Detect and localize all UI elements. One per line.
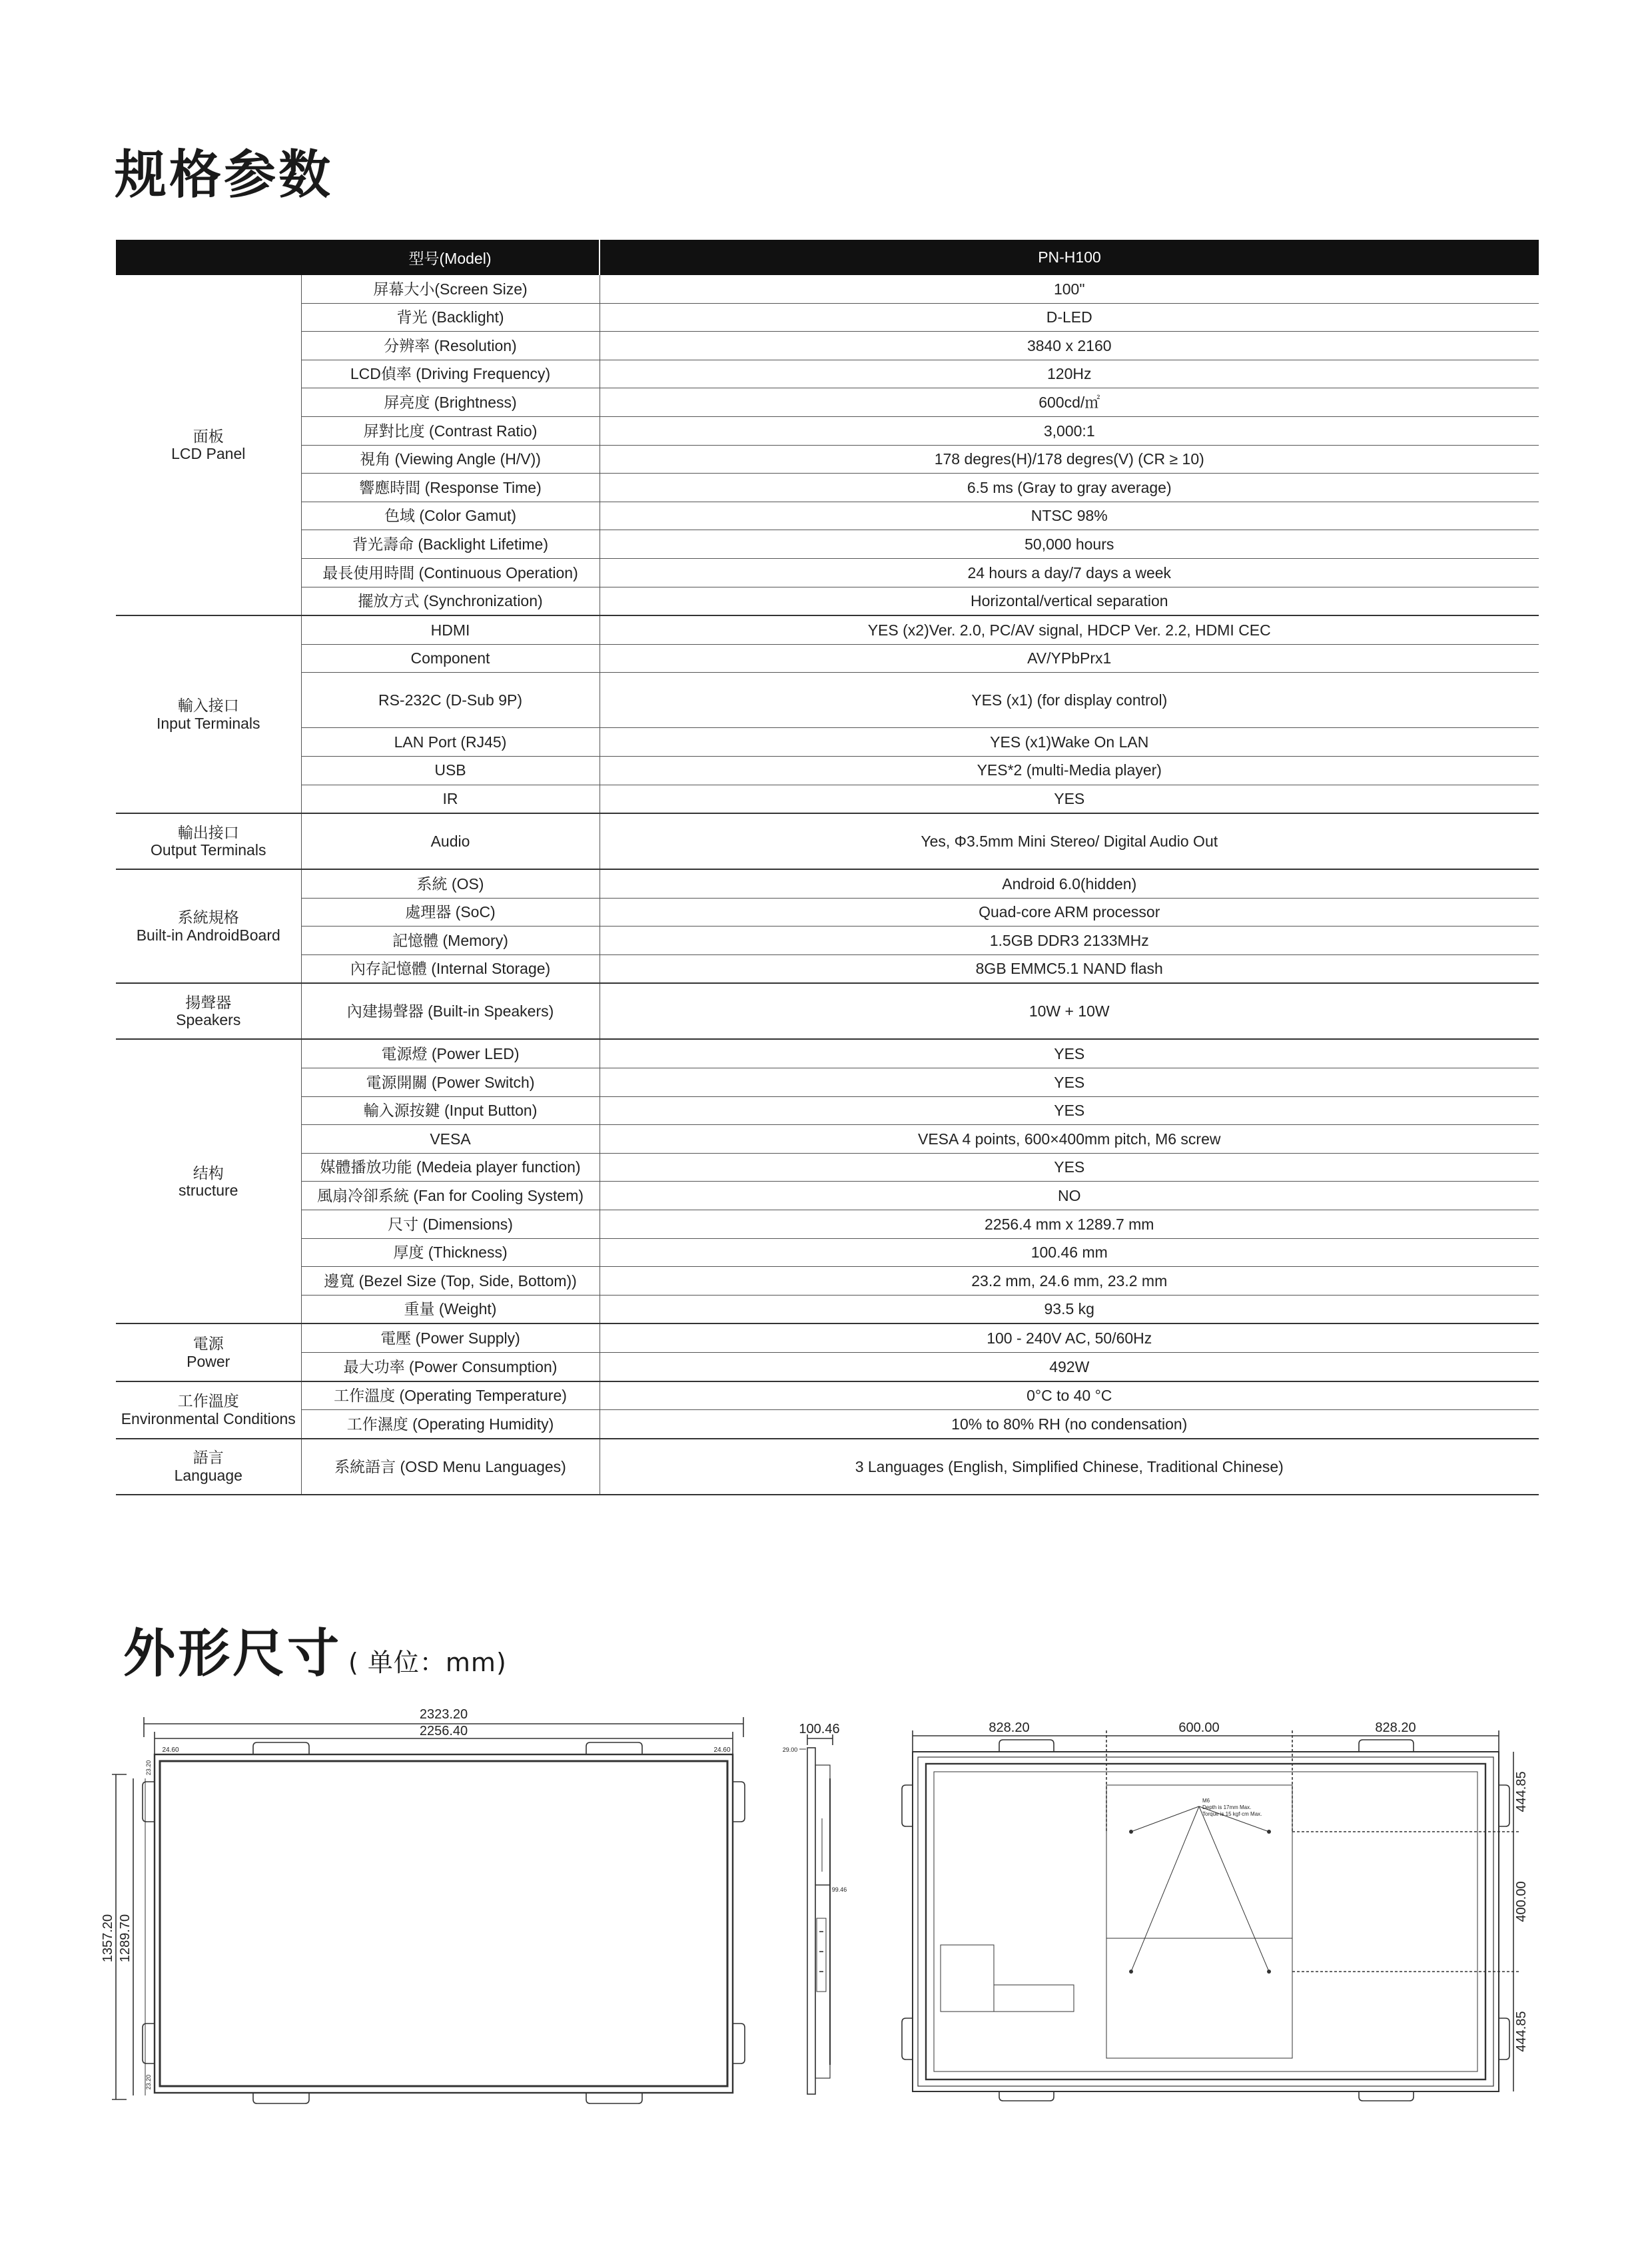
table-row	[116, 1353, 1539, 1381]
back-top-height: 444.85	[1514, 1771, 1529, 1812]
spec-label: 擺放方式 (Synchronization)	[301, 587, 600, 615]
spec-label: 屏對比度 (Contrast Ratio)	[301, 416, 600, 445]
spec-value: NO	[600, 1182, 1539, 1210]
spec-value: Quad-core ARM processor	[600, 898, 1539, 927]
table-row	[116, 673, 1539, 728]
category-cell	[116, 1439, 301, 1495]
spec-label: 屏亮度 (Brightness)	[301, 388, 600, 417]
table-row	[116, 785, 1539, 813]
table-row	[116, 1039, 1539, 1068]
category-en: structure	[179, 1181, 238, 1199]
back-vesa-note: M6 Depth is 17mm Max. Torque is 15 kgf·cm Max.	[1202, 1798, 1262, 1817]
category-en: LCD Panel	[171, 445, 246, 463]
table-row	[116, 1439, 1539, 1495]
back-left-width: 828.20	[989, 1720, 1030, 1735]
spec-label: 背光 (Backlight)	[301, 303, 600, 332]
spec-value: 0°C to 40 °C	[600, 1381, 1539, 1410]
spec-value: Horizontal/vertical separation	[600, 587, 1539, 615]
spec-label: 系統語言 (OSD Menu Languages)	[301, 1439, 600, 1495]
spec-value: 3,000:1	[600, 416, 1539, 445]
header-model-label: 型号(Model)	[301, 240, 600, 275]
side-depth: 100.46	[799, 1722, 840, 1736]
table-row	[116, 927, 1539, 955]
table-row	[116, 1410, 1539, 1439]
spec-label: 記憶體 (Memory)	[301, 927, 600, 955]
table-row	[116, 1125, 1539, 1154]
table-row	[116, 813, 1539, 869]
spec-label: 視角 (Viewing Angle (H/V))	[301, 445, 600, 474]
category-zh: 電源	[193, 1335, 224, 1353]
category-zh: 輸入接口	[177, 697, 239, 715]
spec-value: YES	[600, 1096, 1539, 1125]
spec-value: YES	[600, 1068, 1539, 1097]
spec-label: RS-232C (D-Sub 9P)	[301, 673, 600, 728]
spec-label: 處理器 (SoC)	[301, 898, 600, 927]
spec-value: VESA 4 points, 600×400mm pitch, M6 screw	[600, 1125, 1539, 1154]
table-row	[116, 388, 1539, 417]
category-cell	[116, 615, 301, 813]
table-row	[116, 332, 1539, 360]
category-cell	[116, 813, 301, 869]
spec-value: 100 - 240V AC, 50/60Hz	[600, 1323, 1539, 1352]
category-zh: 輸出接口	[177, 823, 239, 841]
spec-label: 系統 (OS)	[301, 869, 600, 898]
front-panel-height: 1289.70	[118, 1914, 133, 1963]
table-row	[116, 1153, 1539, 1182]
back-center-width: 600.00	[1178, 1720, 1220, 1735]
spec-value: YES	[600, 1039, 1539, 1068]
table-row	[116, 728, 1539, 757]
table-row	[116, 1238, 1539, 1267]
spec-value: 2256.4 mm x 1289.7 mm	[600, 1210, 1539, 1239]
side-top-small: 29.00	[782, 1746, 798, 1753]
category-en: Output Terminals	[151, 841, 266, 859]
category-zh: 系統規格	[177, 909, 239, 927]
spec-value: YES	[600, 1153, 1539, 1182]
spec-value: 1.5GB DDR3 2133MHz	[600, 927, 1539, 955]
table-row	[116, 502, 1539, 530]
category-en: Environmental Conditions	[121, 1409, 296, 1427]
spec-value: 50,000 hours	[600, 530, 1539, 559]
spec-value: 100"	[600, 275, 1539, 303]
table-row	[116, 416, 1539, 445]
spec-value: 8GB EMMC5.1 NAND flash	[600, 954, 1539, 983]
spec-label: 屏幕大小(Screen Size)	[301, 275, 600, 303]
table-row	[116, 530, 1539, 559]
spec-value: D-LED	[600, 303, 1539, 332]
spec-label: 厚度 (Thickness)	[301, 1238, 600, 1267]
spec-label: 最長使用時間 (Continuous Operation)	[301, 558, 600, 587]
category-zh: 面板	[193, 427, 224, 445]
front-view-drawing	[101, 1705, 759, 2118]
spec-label: Component	[301, 644, 600, 673]
table-row	[116, 445, 1539, 474]
header-blank-cell	[116, 240, 301, 275]
spec-value: 3840 x 2160	[600, 332, 1539, 360]
spec-label: 輸入源按鍵 (Input Button)	[301, 1096, 600, 1125]
spec-label: 內存記憶體 (Internal Storage)	[301, 954, 600, 983]
table-row	[116, 869, 1539, 898]
spec-value: YES	[600, 785, 1539, 813]
spec-table-body	[116, 275, 1539, 1495]
category-en: Power	[187, 1352, 230, 1370]
spec-label: 內建揚聲器 (Built-in Speakers)	[301, 983, 600, 1039]
front-bezel-top: 23.20	[145, 1760, 152, 1776]
front-bezel-right: 24.60	[713, 1746, 731, 1754]
table-row	[116, 360, 1539, 388]
table-row	[116, 1295, 1539, 1323]
spec-label: USB	[301, 756, 600, 785]
table-row	[116, 615, 1539, 644]
category-en: Speakers	[176, 1011, 241, 1029]
table-row	[116, 954, 1539, 983]
table-row	[116, 644, 1539, 673]
front-panel-width: 2256.40	[419, 1724, 468, 1738]
spec-value: YES (x1)Wake On LAN	[600, 728, 1539, 757]
category-cell	[116, 1039, 301, 1323]
side-mid-small: 99.46	[831, 1886, 847, 1893]
spec-table-header	[116, 240, 1539, 275]
table-row	[116, 1381, 1539, 1410]
spec-value: YES (x1) (for display control)	[600, 673, 1539, 728]
spec-value: 100.46 mm	[600, 1238, 1539, 1267]
table-row	[116, 1096, 1539, 1125]
category-cell	[116, 1381, 301, 1439]
table-row	[116, 756, 1539, 785]
table-row	[116, 303, 1539, 332]
spec-label: 色域 (Color Gamut)	[301, 502, 600, 530]
front-overall-height: 1357.20	[101, 1914, 115, 1963]
spec-label: VESA	[301, 1125, 600, 1154]
spec-label: 電源開關 (Power Switch)	[301, 1068, 600, 1097]
category-cell	[116, 275, 301, 615]
table-row	[116, 898, 1539, 927]
spec-value: 600cd/㎡	[600, 388, 1539, 417]
spec-label: 電壓 (Power Supply)	[301, 1323, 600, 1352]
table-row	[116, 983, 1539, 1039]
spec-value: 492W	[600, 1353, 1539, 1381]
spec-value: 3 Languages (English, Simplified Chinese, Traditional Chinese)	[600, 1439, 1539, 1495]
dimensions-title-text: 外形尺寸	[123, 1624, 342, 1684]
category-en: Language	[174, 1466, 242, 1484]
category-zh: 工作溫度	[177, 1392, 239, 1410]
back-bottom-height: 444.85	[1514, 2011, 1529, 2052]
side-view-drawing	[779, 1718, 859, 2105]
table-row	[116, 1068, 1539, 1097]
spec-value: 10% to 80% RH (no condensation)	[600, 1410, 1539, 1439]
category-cell	[116, 1323, 301, 1381]
spec-label: 電源燈 (Power LED)	[301, 1039, 600, 1068]
category-en: Built-in AndroidBoard	[136, 926, 280, 944]
spec-value: 24 hours a day/7 days a week	[600, 558, 1539, 587]
table-row	[116, 1182, 1539, 1210]
spec-table	[116, 240, 1539, 1495]
spec-label: 尺寸 (Dimensions)	[301, 1210, 600, 1239]
dimensions-title	[123, 1612, 507, 1686]
spec-label: 重量 (Weight)	[301, 1295, 600, 1323]
spec-value: 178 degres(H)/178 degres(V) (CR ≥ 10)	[600, 445, 1539, 474]
spec-label: LCD偵率 (Driving Frequency)	[301, 360, 600, 388]
spec-label: 工作溫度 (Operating Temperature)	[301, 1381, 600, 1410]
spec-value: 23.2 mm, 24.6 mm, 23.2 mm	[600, 1267, 1539, 1296]
table-row	[116, 1323, 1539, 1352]
spec-label: 風扇冷卻系統 (Fan for Cooling System)	[301, 1182, 600, 1210]
back-view-drawing	[899, 1718, 1539, 2105]
spec-value: Android 6.0(hidden)	[600, 869, 1539, 898]
spec-label: 最大功率 (Power Consumption)	[301, 1353, 600, 1381]
table-row	[116, 558, 1539, 587]
table-row	[116, 1267, 1539, 1296]
spec-label: 媒體播放功能 (Medeia player function)	[301, 1153, 600, 1182]
spec-label: Audio	[301, 813, 600, 869]
front-bezel-bottom: 23.20	[145, 2074, 152, 2090]
spec-value: YES*2 (multi-Media player)	[600, 756, 1539, 785]
category-zh: 结构	[193, 1164, 224, 1182]
category-en: Input Terminals	[156, 714, 260, 732]
front-bezel-left: 24.60	[162, 1746, 179, 1754]
table-row	[116, 474, 1539, 502]
spec-value: 6.5 ms (Gray to gray average)	[600, 474, 1539, 502]
spec-label: 分辨率 (Resolution)	[301, 332, 600, 360]
back-mid-height: 400.00	[1514, 1881, 1529, 1922]
front-overall-width: 2323.20	[419, 1707, 468, 1722]
category-zh: 語言	[193, 1449, 224, 1467]
spec-label: HDMI	[301, 615, 600, 644]
category-cell	[116, 983, 301, 1039]
spec-title: 规格参数	[115, 145, 334, 205]
spec-label: LAN Port (RJ45)	[301, 728, 600, 757]
spec-value: YES (x2)Ver. 2.0, PC/AV signal, HDCP Ver. 2.2, HDMI CEC	[600, 615, 1539, 644]
back-right-width: 828.20	[1375, 1720, 1416, 1735]
table-row	[116, 1210, 1539, 1239]
spec-value: AV/YPbPrx1	[600, 644, 1539, 673]
spec-label: IR	[301, 785, 600, 813]
spec-value: 10W + 10W	[600, 983, 1539, 1039]
header-model-value: PN-H100	[600, 240, 1539, 275]
unit-note: ( 单位：mm)	[348, 1648, 507, 1677]
table-row	[116, 275, 1539, 303]
spec-value: 93.5 kg	[600, 1295, 1539, 1323]
spec-value: Yes, Φ3.5mm Mini Stereo/ Digital Audio Out	[600, 813, 1539, 869]
spec-label: 背光壽命 (Backlight Lifetime)	[301, 530, 600, 559]
spec-label: 工作濕度 (Operating Humidity)	[301, 1410, 600, 1439]
spec-label: 響應時間 (Response Time)	[301, 474, 600, 502]
table-row	[116, 587, 1539, 615]
category-zh: 揚聲器	[185, 994, 232, 1012]
spec-label: 邊寬 (Bezel Size (Top, Side, Bottom))	[301, 1267, 600, 1296]
category-cell	[116, 869, 301, 983]
spec-value: 120Hz	[600, 360, 1539, 388]
spec-value: NTSC 98%	[600, 502, 1539, 530]
